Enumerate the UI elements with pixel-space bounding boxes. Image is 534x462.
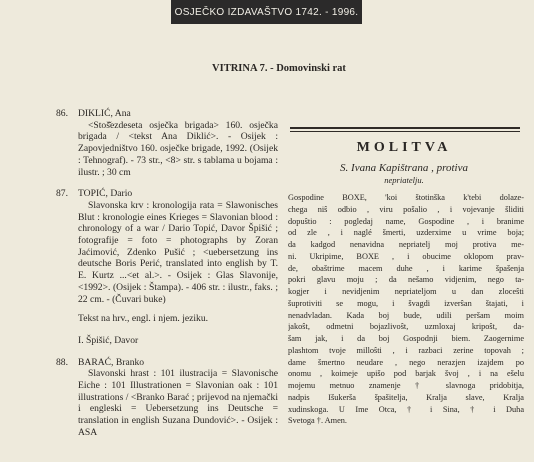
prayer-line: dopuŝtio : pogledaj name, Gospodine , i branime [288, 216, 524, 226]
entry-number: 88. [56, 356, 68, 368]
prayer-line: Gospodine BOXE, 'koi štotinška k'tebi dolaze- [288, 193, 524, 202]
entry-author: TOPIĆ, Dario [78, 188, 133, 200]
prayer-title: MOLITVA [356, 140, 452, 155]
prayer-line: mojemu metnuo znamenje † slavnoga pridobitja, [288, 381, 524, 390]
prayer-line: onomu , koimeje upišo pod barjak švoj , i na ešelu [288, 369, 524, 379]
prayer-line: nenadvladan. Kada boj bude, udili peršam moim [288, 310, 524, 320]
prayer-line: kogjer i nevidjenim nepriateljom u dan zloceŝti [288, 287, 524, 296]
catalog-entry-86 [56, 108, 278, 178]
prayer-line: dame šmertno neudare , nego nerazjen izajdem po [288, 357, 524, 367]
prayer-line: chega niŝ odbio , viru pošalio , i vojevanje šliditi [288, 204, 524, 214]
prayer-line: nadpis Išukerša špašitelja, Kralja slave, Kralja [288, 392, 524, 402]
entry-number: 87. [56, 188, 68, 200]
entry-description: <Stoš̌ezdeseta osječka brigada> 160. osječka brigada / <tekst Ana Diklić>. - Osijek : Zapovjedništvo 160. osječke brigade, 1992. (Osijek : Tehnograf). - 73 str., <8> str. s tablama u bojama : ilustr. ; 30 cm [78, 119, 278, 178]
prayer-line: de, obaštrime macem duhe , i karime špašenja [288, 263, 524, 273]
entry-description: Slavonski hrast : 101 ilustracija = Slavonische Eiche : 101 Illustrationen = Slavonian oak : 101 illustrations / <Branko Barać ; prijevod na njemački i engleski = Uebersetzung ins Deutsche = translation in english Suzana Dundović>. - Osijek : ASA [78, 368, 278, 438]
prayer-subtitle: S. Ivana Kapištrana , protiva [340, 162, 468, 174]
entry-added-author: I. Špišić, Davor [78, 334, 139, 346]
prayer-line: jakoŝt, odmetni bojazlivoŝt, uzmloxaj kripoŝt, da- [288, 322, 524, 332]
prayer-line: xudinskoga. U Ime Otca, † i Sina, † i Duha [288, 404, 524, 414]
top-rule [290, 127, 520, 129]
entry-author: DIKLIĆ, Ana [78, 108, 131, 119]
prayer-subtitle-2: nepriatelju. [384, 175, 424, 185]
publisher-banner: OSJEČKO IZDAVAŠTVO 1742. - 1996. [171, 0, 362, 24]
prayer-text [288, 192, 524, 427]
catalog-entries [56, 108, 278, 449]
prayer-line: šam jak, i da boj Gospodnji biem. Zaogernime [288, 334, 524, 343]
entry-number: 86. [56, 108, 68, 119]
prayer-facsimile [284, 127, 534, 462]
catalog-entry-88 [56, 357, 278, 439]
prayer-line: da kadgod nenavidna nepriatelj moj protiva me- [288, 240, 524, 249]
prayer-line: ni. Ukripime, BOXE , i obucime oklopom prav- [288, 251, 524, 261]
prayer-line: Svetoga †. Amen. [288, 416, 347, 426]
entry-description: Slavonska krv : kronologija rata = Slawonisches Blut : kronologie eines Krieges = Slavonian blood : chronology of a war / Dario Topić, Davor Špišić ; fotografije = foto = photographs by Zoran Jaćimović, Zdenko Pušić ; <uebersetzung ins deutsche Boris Perić, translated into english by T. E. Kurtz ...<et al.>. - Osijek : Glas Slavonije, <1992>. (Osijek : Štampa). - 406 str. : ilustr., faks. ; 22 cm. - (Čuvari buke) [78, 199, 278, 305]
prayer-line: plashtom tvoje milloŝti , i razbaci zerine topovah ; [288, 345, 524, 355]
prayer-line: od zle , i naglé šmerti, uzderxime u vrime boja; [288, 228, 524, 238]
entry-author: BARAĆ, Branko [78, 356, 145, 368]
top-rule-thin [290, 131, 520, 132]
prayer-line: pokri glavu moju ; da nešamo vidjenim, nego ta- [288, 275, 524, 285]
entry-note: Tekst na hrv., engl. i njem. jeziku. [78, 313, 209, 325]
prayer-line: šuprotiviti se mogu, i švagdi izverŝan štajati, i [288, 298, 524, 308]
section-heading: VITRINA 7. - Domovinski rat [212, 63, 346, 74]
catalog-entry-87 [56, 188, 278, 346]
